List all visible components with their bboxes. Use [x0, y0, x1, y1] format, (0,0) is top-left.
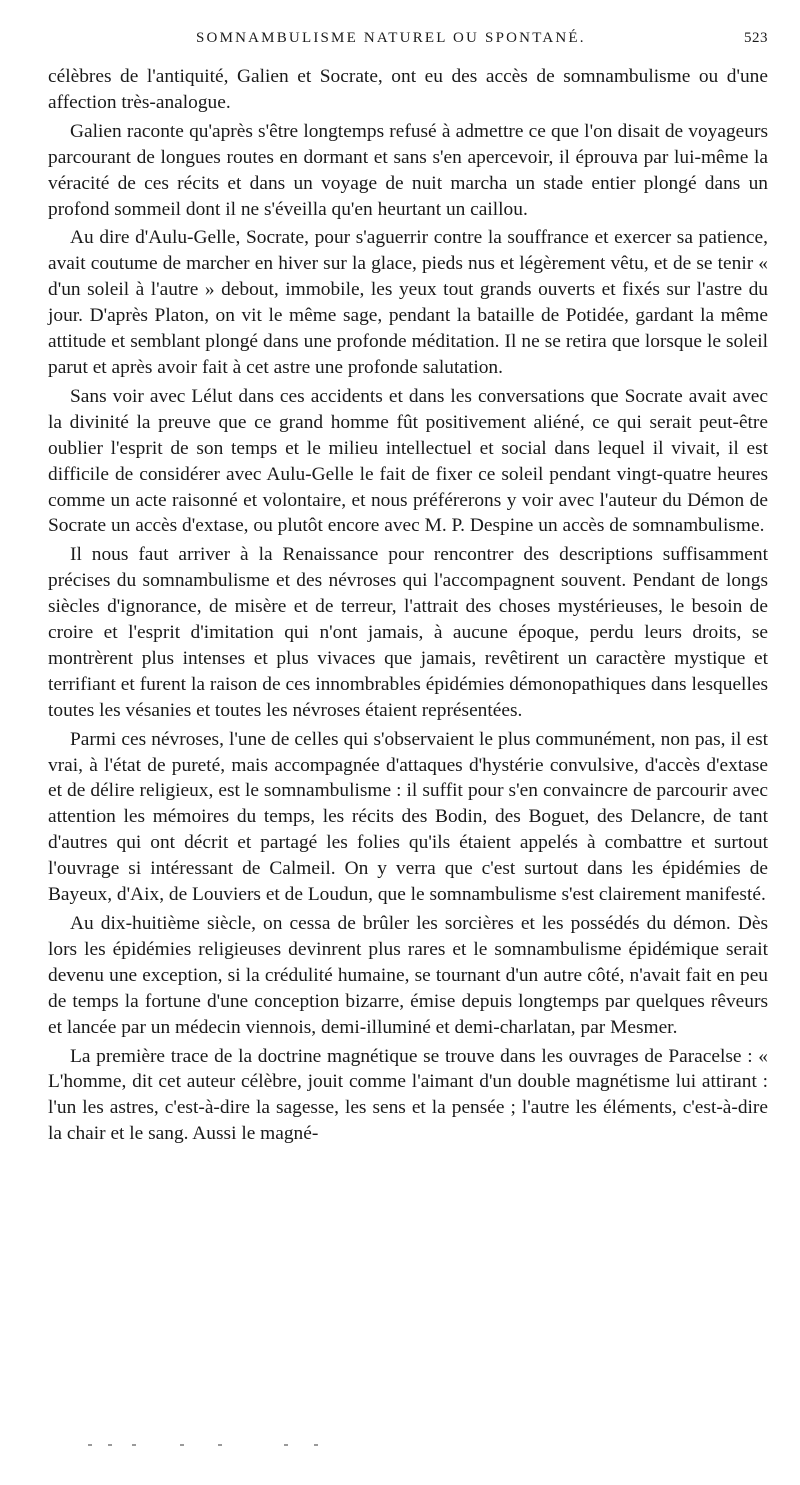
book-page — [48, 28, 768, 1147]
paragraph: Au dire d'Aulu-Gelle, Socrate, pour s'aguerrir contre la souffrance et exercer sa patience, avait coutume de marcher en hiver sur la glace, pieds nus et légèrement vêtu, et de se tenir « d'un soleil à l'autre » debout, immobile, les yeux tout grands ouverts et fixés sur l'astre du jour. D'après Platon, on vit le même sage, pendant la bataille de Potidée, gardant la même attitude et semblant plongé dans une profonde méditation. Il ne se retira que lorsque le soleil parut et après avoir fait à cet astre une profonde salutation. — [48, 227, 768, 378]
running-title: SOMNAMBULISME NATUREL OU SPONTANÉ. — [196, 30, 586, 46]
paragraph: Au dix-huitième siècle, on cessa de brûler les sorcières et les possédés du démon. Dès lors les épidémies religieuses devinrent plus rares et le somnambulisme épidémique serait devenu une exception, si la crédulité humaine, se tournant d'un autre côté, n'avait fait en peu de temps la fortune d'une conception bizarre, émise depuis longtemps par quelques rêveurs et lancée par un médecin viennois, demi-illuminé et demi-charlatan, par Mesmer. — [48, 913, 768, 1038]
print-smudge-marks — [88, 1444, 348, 1450]
paragraph: Galien raconte qu'après s'être longtemps refusé à admettre ce que l'on disait de voyageurs parcourant de longues routes en dormant et sans s'en apercevoir, il éprouva par lui-même la véracité de ces récits et dans un voyage de nuit marcha un stade entier plongé dans un profond sommeil dont il ne s'éveilla qu'en heurtant un caillou. — [48, 120, 768, 220]
paragraph: Il nous faut arriver à la Renaissance pour rencontrer des descriptions suffisamment précises du somnambulisme et des névroses qui l'accompagnent souvent. Pendant de longs siècles d'ignorance, de misère et de terreur, l'attrait des choses mystérieuses, le besoin de croire et l'esprit d'imitation qui n'ont jamais, à aucune époque, perdu leurs droits, se montrèrent plus intenses et plus vivaces que jamais, revêtirent un caractère mystique et terrifiant et furent la raison de ces innombrables épidémies démonopathiques dans lesquelles toutes les vésanies et toutes les névroses étaient représentées. — [48, 544, 768, 721]
paragraph: célèbres de l'antiquité, Galien et Socrate, ont eu des accès de somnambulisme ou d'une affection très-analogue. — [48, 66, 768, 113]
paragraph: Parmi ces névroses, l'une de celles qui s'observaient le plus communément, non pas, il est vrai, à l'état de pureté, mais accompagnée d'attaques d'hystérie convulsive, d'accès d'extase et de délire religieux, est le somnambulisme : il suffit pour s'en convaincre de parcourir avec attention les mémoires du temps, les récits des Bodin, des Boguet, des Delancre, de tant d'autres qui ont décrit et partagé les folies qu'ils étaient appelés à combattre et surtout l'ouvrage si intéressant de Calmeil. On y verra que c'est surtout dans les épidémies de Bayeux, d'Aix, de Louviers et de Loudun, que le somnambulisme s'est clairement manifesté. — [48, 728, 768, 906]
running-head — [48, 28, 768, 58]
paragraph: Sans voir avec Lélut dans ces accidents et dans les conversations que Socrate avait avec la divinité la preuve que ce grand homme fût positivement aliéné, ce qui serait peut-être oublier l'esprit de son temps et le milieu intellectuel et social dans lequel il vivait, il est difficile de considérer avec Aulu-Gelle le fait de fixer ce soleil pendant vingt-quatre heures comme un acte raisonné et volontaire, et nous préférerons y voir avec l'auteur du Démon de Socrate un accès d'extase, ou plutôt encore avec M. P. Despine un accès de somnambulisme. — [48, 385, 768, 537]
paragraph: La première trace de la doctrine magnétique se trouve dans les ouvrages de Paracelse : « L'homme, dit cet auteur célèbre, jouit comme l'aimant d'un double magnétisme lui attirant : l'un les astres, c'est-à-dire la sagesse, les sens et la pensée ; l'autre les éléments, c'est-à-dire la chair et le sang. Aussi le magné- — [48, 1045, 768, 1145]
page-number: 523 — [744, 30, 768, 46]
body-text — [48, 64, 768, 1147]
